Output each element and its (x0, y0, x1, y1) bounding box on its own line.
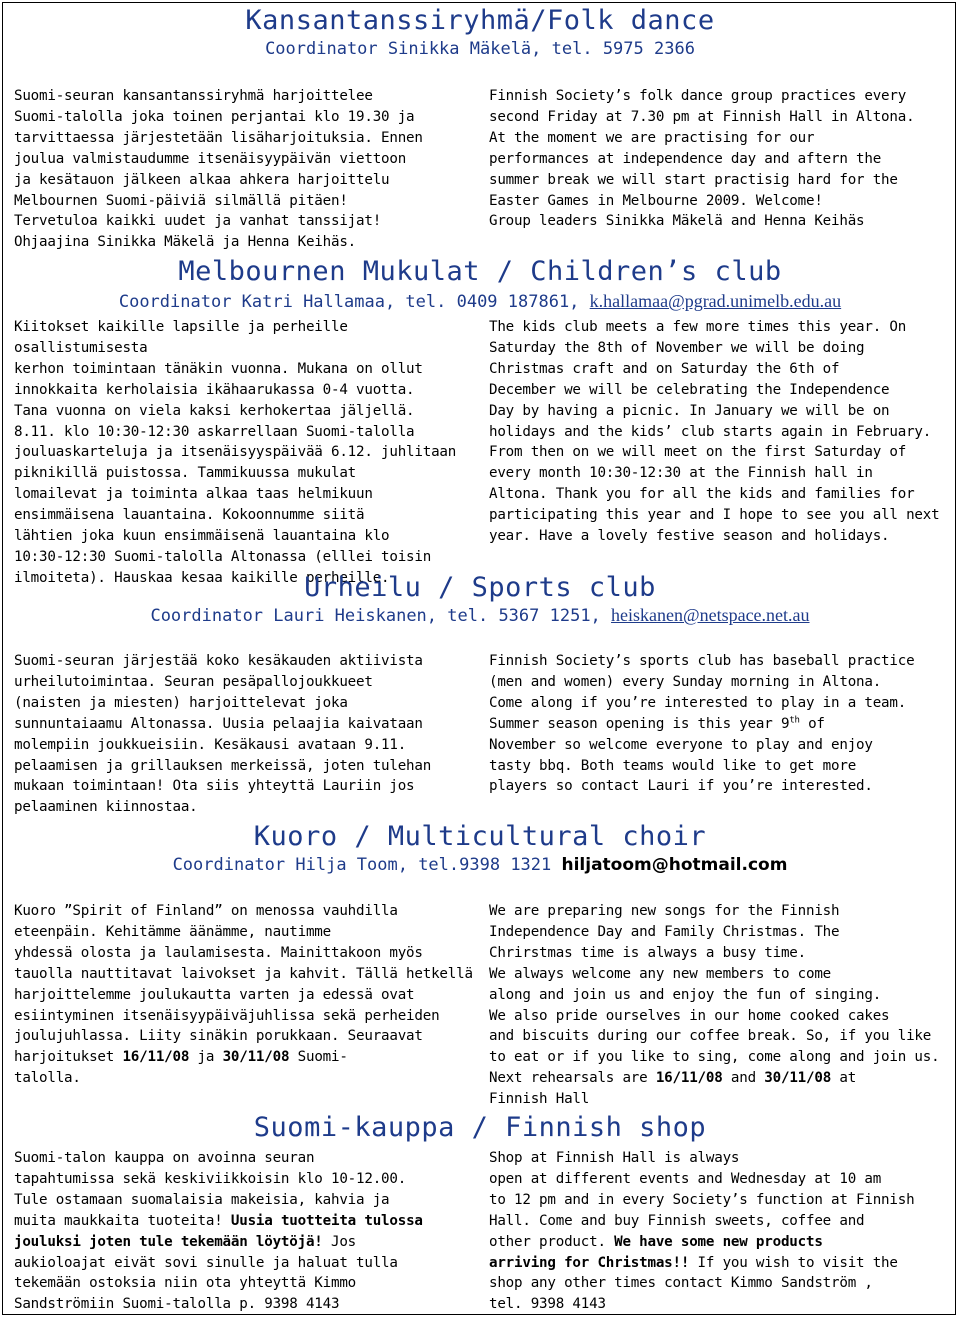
folk-dance-coordinator: Coordinator Sinikka Mäkelä, tel. 5975 2366 (265, 39, 695, 59)
sports-club-title: Urheilu / Sports club (304, 572, 656, 603)
finnish-shop-english-text: Shop at Finnish Hall is always open at different events and Wednesday at 10 am to 12 pm and in every Society’s function at Finnish Hall. Come and buy Finnish sweets, coffee and other product. We have some new products arriving for Christmas!! If you wish to visit the shop any other times contact Kimmo Sandström , tel. 9398 4143 (489, 1150, 915, 1313)
sports-club-english-text: Finnish Society’s sports club has baseball practice (men and women) every Sunday morning in Altona. Come along if you’re interested to play in a team. Summer season opening is this year 9th of November so welcome everyone to play and enjoy tasty bbq. Both teams would like to get more players so contact Lauri if you’re interested. (489, 653, 915, 795)
sports-club-finnish-text: Suomi-seuran järjestää koko kesäkauden aktiivista urheilutoimintaa. Seuran pesäpallojoukkueet (naisten ja miesten) harjoittelevat joka sunnuntaiaamu Altonassa. Uusia pelaajia kaivataan molempiin joukkueisiin. Kesäkausi avataan 9.11. pelaamisen ja grillauksen merkeissä, joten tulehan mukaan toimintaan! Ota siis yhteyttä Lauriin jos pelaaminen kiinnostaa. (14, 653, 432, 816)
choir-title: Kuoro / Multicultural choir (253, 821, 707, 852)
sports-club-coordinator: Coordinator Lauri Heiskanen, tel. 5367 1251, heiskanen@netspace.net.au (150, 605, 810, 626)
finnish-shop-finnish-text: Suomi-talon kauppa on avoinna seuran tapahtumissa sekä keskiviikkoisin klo 10-12.00. Tule ostamaan suomalaisia makeisia, kahvia ja muita maukkaita tuoteita! Uusia tuotteita tulossa jouluksi joten tule tekemään löytöjä! Jos aukioloajat eivät sovi sinulle ja haluat tulla tekemään ostoksia niin ota yhteyttä Kimmo Sandströmiin Suomi-talolla p. 9398 4143 (14, 1150, 423, 1313)
finnish-shop-title: Suomi-kauppa / Finnish shop (253, 1112, 707, 1143)
folk-dance-finnish-text: Suomi-seuran kansantanssiryhmä harjoittelee Suomi-talolla joka toinen perjantai klo 19.30 ja tarvittaessa järjestetään lisäharjoituksia. Ennen joulua valmistaudumme itsenäisyypäivän viettoon ja kesätauon jälkeen alkaa ahkera harjoittelu Melbournen Suomi-päiviä silmällä pitäen! Tervetuloa kaikki uudet ja vanhat tanssijat! Ohjaajina Sinikka Mäkelä ja Henna Keihäs. (14, 88, 423, 251)
sports-club-email-link[interactable]: heiskanen@netspace.net.au (611, 605, 810, 625)
childrens-club-email-link[interactable]: k.hallamaa@pgrad.unimelb.edu.au (589, 291, 842, 311)
childrens-club-english-text: The kids club meets a few more times this year. On Saturday the 8th of November we will be doing Christmas craft and on Saturday the 6th of December we will be celebrating the Independence Day by having a picnic. In January we will be on holidays and the kids’ club starts again in February. From then on we will meet on the first Saturday of every month 10:30-12:30 at the Finnish hall in Altona. Thank you for all the kids and families for participating this year and I hope to see you all next year. Have a lovely festive season and holidays. (489, 319, 940, 545)
choir-coordinator: Coordinator Hilja Toom, tel.9398 1321 hiljatoom@hotmail.com (172, 855, 788, 875)
choir-finnish-text: Kuoro ”Spirit of Finland” on menossa vauhdilla eteenpäin. Kehitämme äänämme, nautimme yhdessä olosta ja laulamisesta. Mainittakoon myös tauolla nauttitavat laivokset ja kahvit. Tällä hetkellä harjoittelemme joulukautta varten ja edessä ovat esiintyminen itsenäisyypäiväjuhlissa sekä perheiden joulujuhlassa. Liity sinäkin porukkaan. Seuraavat harjoitukset 16/11/08 ja 30/11/08 Suomi- talolla. (14, 903, 473, 1087)
choir-english-text: We are preparing new songs for the Finnish Independence Day and Family Christmas. The Chrirstmas time is always a busy time. We always welcome any new members to come along and join us and enjoy the fun of singing. We also pride ourselves in our home cooked cakes and biscuits during our coffee break. So, if you like to eat or if you like to sing, come along and join us. Next rehearsals are 16/11/08 and 30/11/08 at Finnish Hall (489, 903, 940, 1108)
choir-email[interactable]: hiljatoom@hotmail.com (561, 855, 788, 875)
childrens-club-title: Melbournen Mukulat / Children’s club (178, 256, 782, 287)
childrens-club-finnish-text: Kiitokset kaikille lapsille ja perheille osallistumisesta kerhon toimintaan tänäkin vuonna. Mukana on ollut innokkaita kerholaisia ikähaarukassa 0-4 vuotta. Tana vuonna on viela kaksi kerhokertaa jäljellä. 8.11. klo 10:30-12:30 askarrellaan Suomi-talolla jouluaskarteluja ja itsenäisyyspäivää 6.12. juhlitaan piknikillä puistossa. Tammikuussa mukulat lomailevat ja toiminta alkaa taas helmikuun ensimmäisena lauantaina. Kokoonnumme siitä lähtien joka kuun ensimmäisenä lauantaina klo 10:30-12:30 Suomi-talolla Altonassa (elllei toisin ilmoiteta). Hauskaa kesaa kaikille perheille. (14, 319, 457, 586)
folk-dance-english-text: Finnish Society’s folk dance group practices every second Friday at 7.30 pm at Finnish Hall in Altona. At the moment we are practising for our performances at independence day and aftern the summer break we will start practisig hard for the Easter Games in Melbourne 2009. Welcome! Group leaders Sinikka Mäkelä and Henna Keihäs (489, 88, 915, 230)
childrens-club-coordinator: Coordinator Katri Hallamaa, tel. 0409 187861, k.hallamaa@pgrad.unimelb.edu.au (118, 291, 842, 312)
folk-dance-title: Kansantanssiryhmä/Folk dance (245, 5, 715, 36)
